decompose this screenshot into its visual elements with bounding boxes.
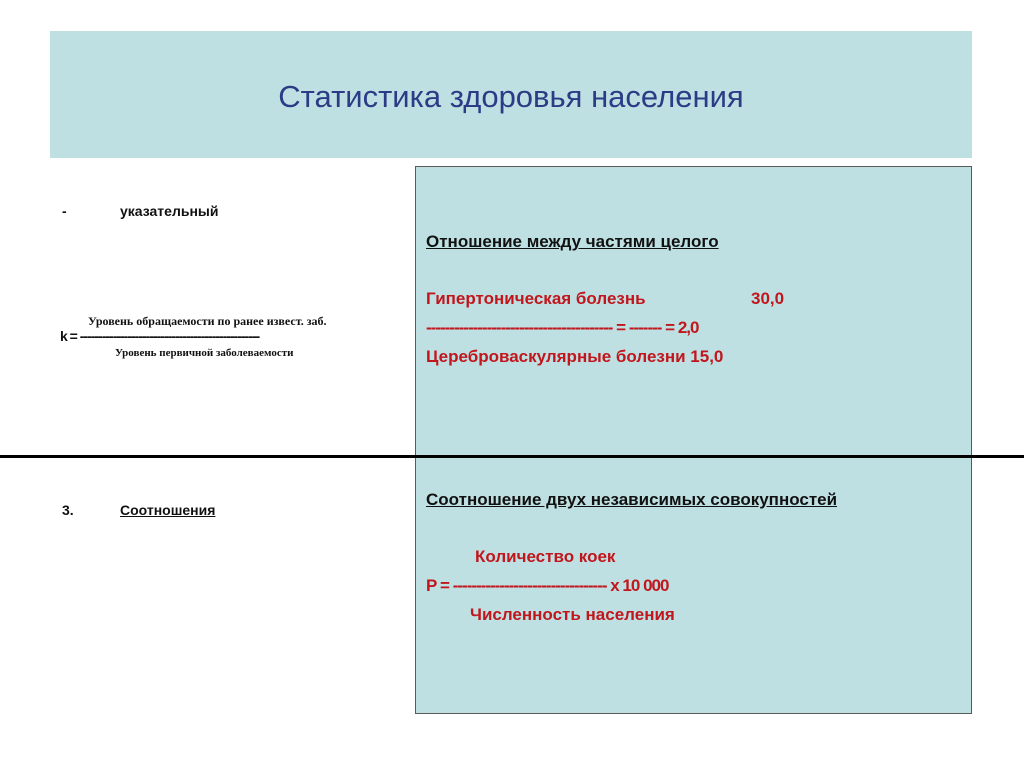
formula-k-line: k = ------------------------------------------------- xyxy=(60,328,260,344)
p-formula-denominator: Численность населения xyxy=(470,605,675,624)
p-formula-line: Р = --------------------------------- х 10 000 xyxy=(426,576,669,595)
item-dash-marker: - xyxy=(62,203,67,219)
section-divider xyxy=(0,455,1024,458)
slide-title: Статистика здоровья населения xyxy=(278,79,744,114)
row-hypertension-label: Гипертоническая болезнь xyxy=(426,289,646,308)
p-formula-numerator: Количество коек xyxy=(475,547,616,566)
row-hypertension-value: 30,0 xyxy=(751,289,785,308)
item-3-marker: 3. xyxy=(62,502,74,518)
row-cerebrovascular: Цереброваскулярные болезни 15,0 xyxy=(426,347,724,366)
formula-k-numerator: Уровень обращаемости по ранее извест. заб. xyxy=(88,314,327,328)
heading-parts-of-whole: Отношение между частями целого xyxy=(426,232,719,251)
formula-k-denominator: Уровень первичной заболеваемости xyxy=(115,347,294,359)
item-ratio-label: Соотношения xyxy=(120,502,216,518)
title-area xyxy=(50,31,972,158)
heading-independent-sets: Соотношение двух независимых совокупностей xyxy=(426,490,838,509)
ratio-fraction-line: ---------------------------------------- = ------- = 2,0 xyxy=(426,318,699,337)
item-pointer-label: указательный xyxy=(120,203,219,219)
